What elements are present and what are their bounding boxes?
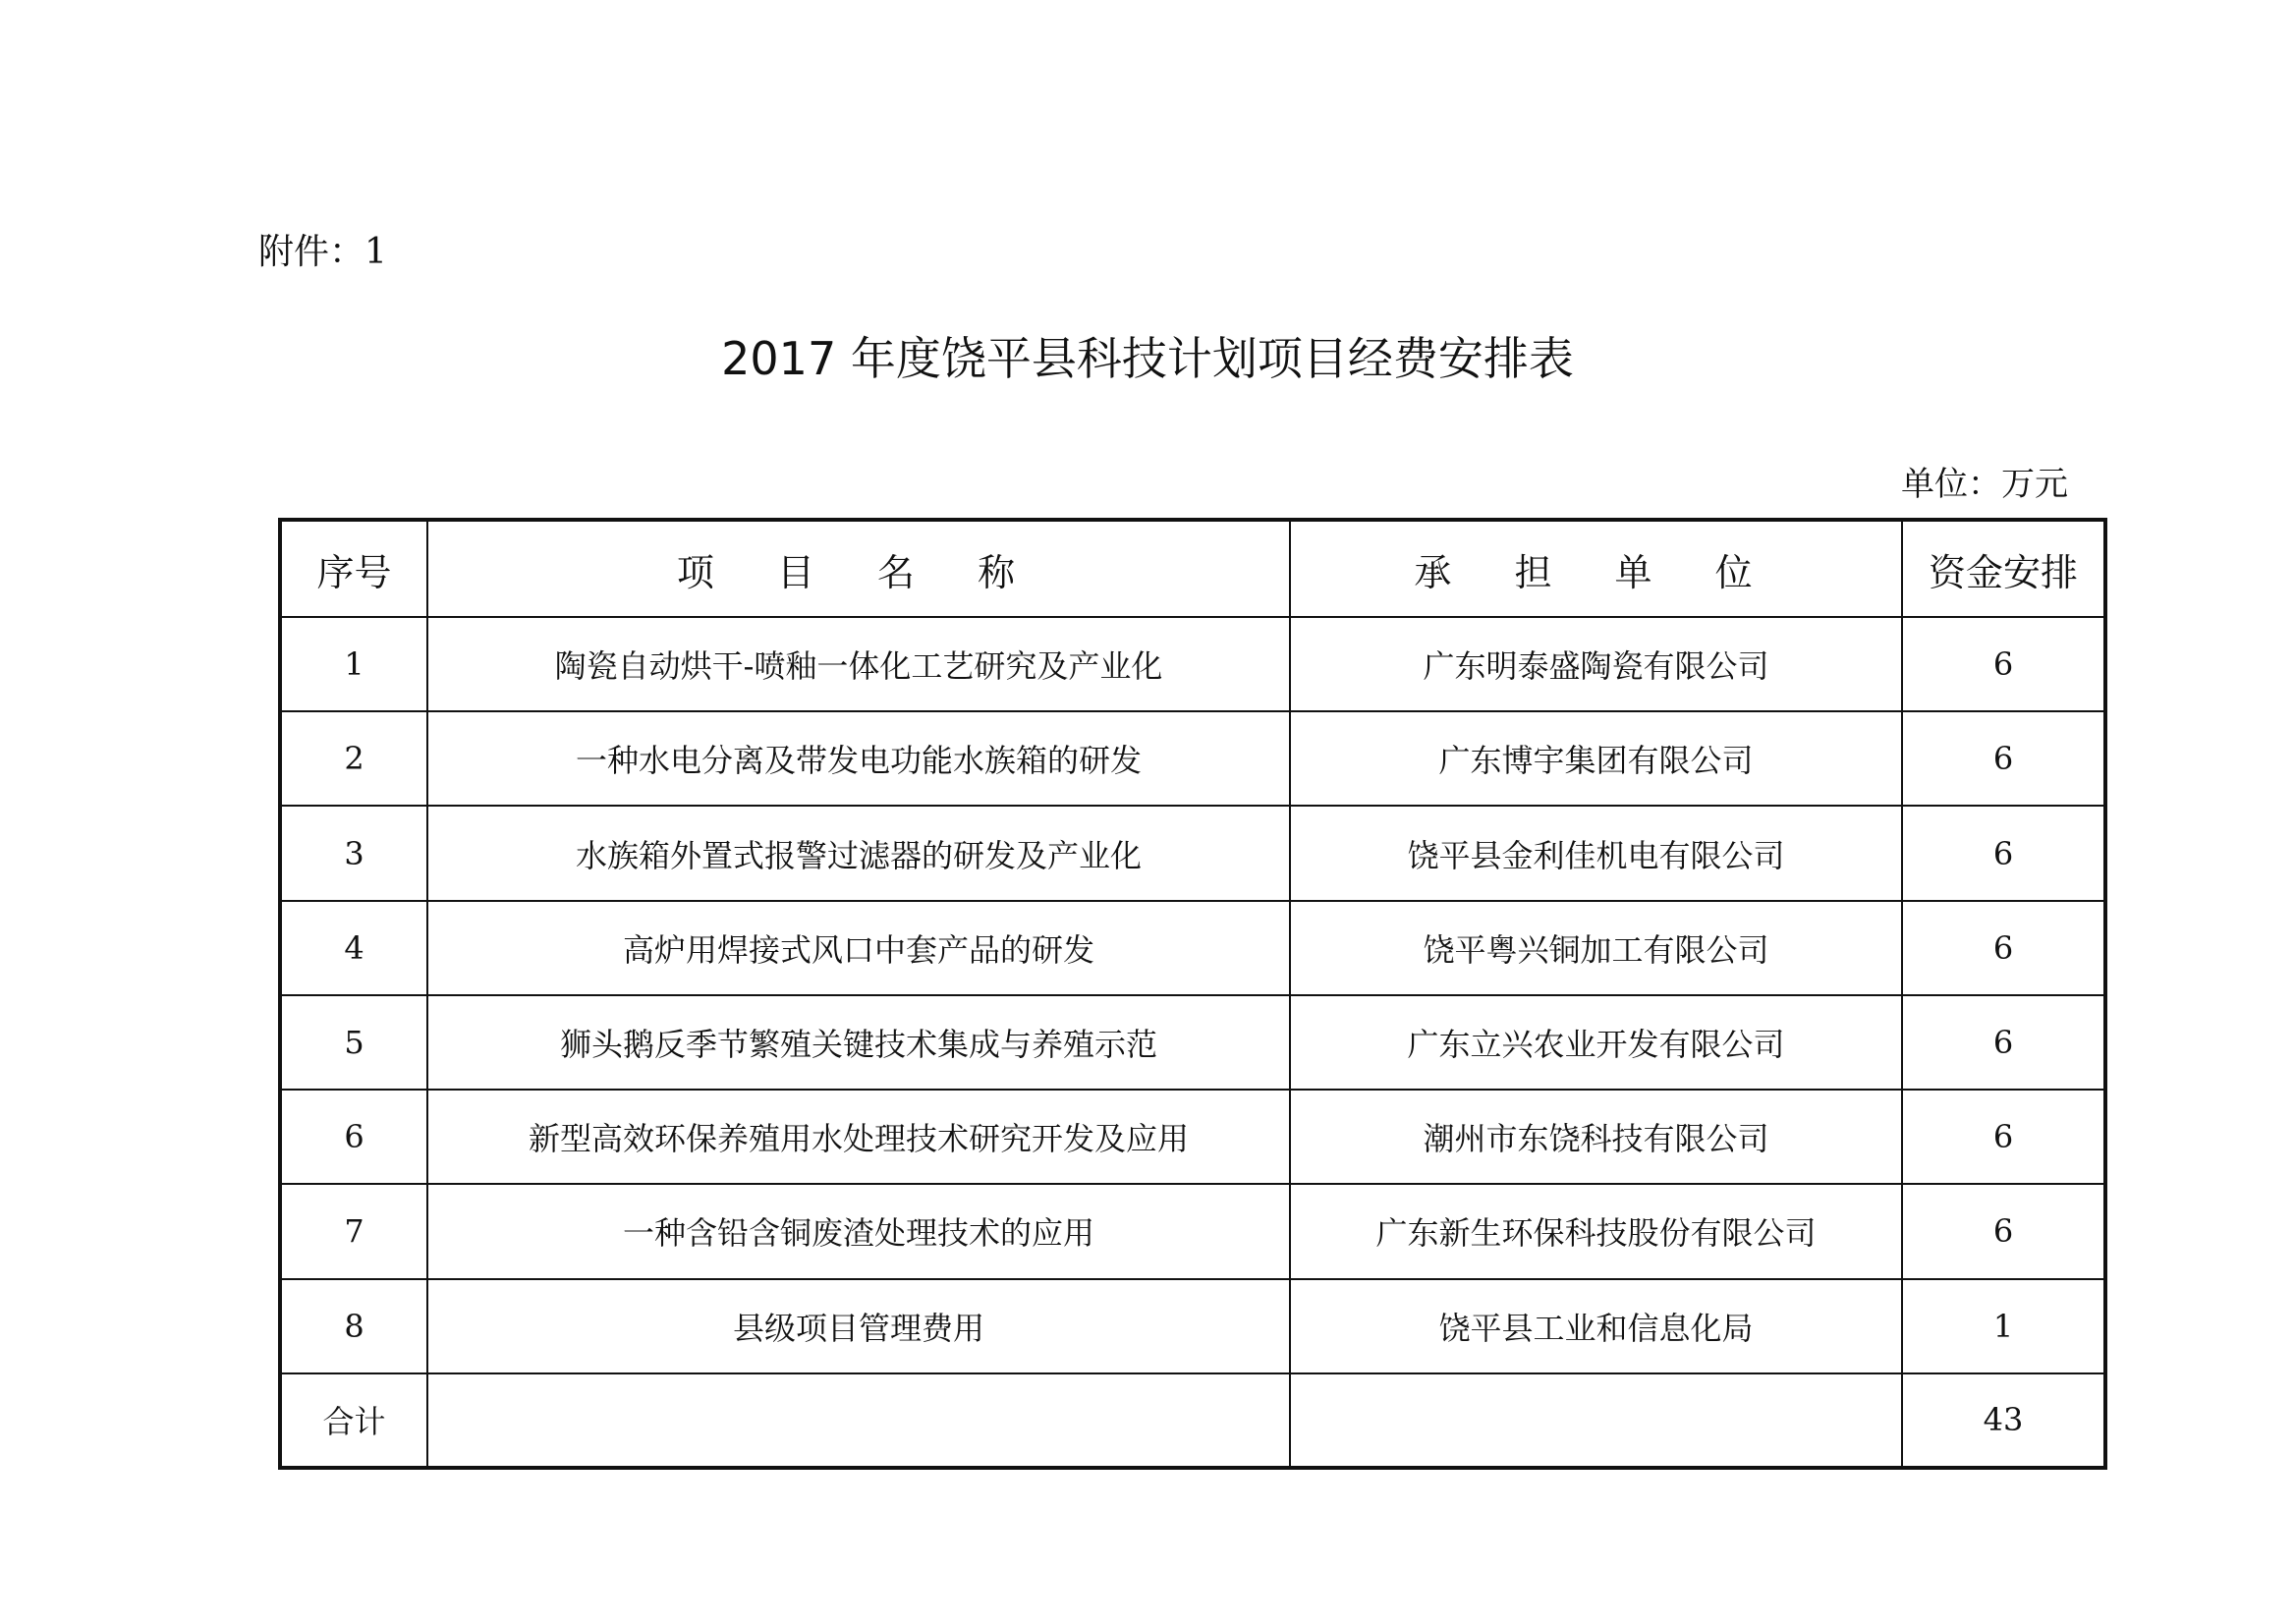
row-organization: 广东博宇集团有限公司 xyxy=(1290,711,1902,806)
row-seq: 2 xyxy=(280,711,427,806)
row-seq: 8 xyxy=(280,1279,427,1373)
table-row xyxy=(280,1090,2105,1184)
row-fund: 1 xyxy=(1902,1279,2105,1373)
row-project-name: 陶瓷自动烘干-喷釉一体化工艺研究及产业化 xyxy=(427,617,1290,711)
funding-table xyxy=(278,518,2107,1470)
row-project-name: 一种水电分离及带发电功能水族箱的研发 xyxy=(427,711,1290,806)
row-organization: 广东新生环保科技股份有限公司 xyxy=(1290,1184,1902,1278)
attachment-label: 附件：1 xyxy=(258,232,387,272)
header-seq: 序号 xyxy=(280,520,427,617)
table-row xyxy=(280,1279,2105,1373)
table-row xyxy=(280,617,2105,711)
total-fund: 43 xyxy=(1902,1373,2105,1468)
row-organization: 饶平粤兴铜加工有限公司 xyxy=(1290,901,1902,995)
row-seq: 3 xyxy=(280,806,427,900)
row-seq: 6 xyxy=(280,1090,427,1184)
row-fund: 6 xyxy=(1902,806,2105,900)
row-fund: 6 xyxy=(1902,711,2105,806)
row-organization: 潮州市东饶科技有限公司 xyxy=(1290,1090,1902,1184)
row-seq: 1 xyxy=(280,617,427,711)
row-organization: 饶平县工业和信息化局 xyxy=(1290,1279,1902,1373)
row-organization: 广东立兴农业开发有限公司 xyxy=(1290,995,1902,1090)
row-organization: 饶平县金利佳机电有限公司 xyxy=(1290,806,1902,900)
row-project-name: 新型高效环保养殖用水处理技术研究开发及应用 xyxy=(427,1090,1290,1184)
row-project-name: 高炉用焊接式风口中套产品的研发 xyxy=(427,901,1290,995)
header-project-name: 项 目 名 称 xyxy=(427,520,1290,617)
total-row xyxy=(280,1373,2105,1468)
row-fund: 6 xyxy=(1902,617,2105,711)
table-row xyxy=(280,1184,2105,1278)
table-row xyxy=(280,995,2105,1090)
row-fund: 6 xyxy=(1902,1184,2105,1278)
row-project-name: 狮头鹅反季节繁殖关键技术集成与养殖示范 xyxy=(427,995,1290,1090)
row-fund: 6 xyxy=(1902,995,2105,1090)
row-project-name: 县级项目管理费用 xyxy=(427,1279,1290,1373)
row-seq: 5 xyxy=(280,995,427,1090)
document-title: 2017 年度饶平县科技计划项目经费安排表 xyxy=(721,332,1574,385)
total-project-cell xyxy=(427,1373,1290,1468)
row-project-name: 一种含铅含铜废渣处理技术的应用 xyxy=(427,1184,1290,1278)
unit-note: 单位：万元 xyxy=(1901,465,2068,504)
row-organization: 广东明泰盛陶瓷有限公司 xyxy=(1290,617,1902,711)
header-organization: 承 担 单 位 xyxy=(1290,520,1902,617)
table-row xyxy=(280,901,2105,995)
row-project-name: 水族箱外置式报警过滤器的研发及产业化 xyxy=(427,806,1290,900)
header-fund-allocation: 资金安排 xyxy=(1902,520,2105,617)
total-label: 合计 xyxy=(280,1373,427,1468)
table-row xyxy=(280,806,2105,900)
table-row xyxy=(280,711,2105,806)
row-seq: 7 xyxy=(280,1184,427,1278)
row-fund: 6 xyxy=(1902,1090,2105,1184)
row-fund: 6 xyxy=(1902,901,2105,995)
total-organization-cell xyxy=(1290,1373,1902,1468)
row-seq: 4 xyxy=(280,901,427,995)
table-header-row xyxy=(280,520,2105,617)
